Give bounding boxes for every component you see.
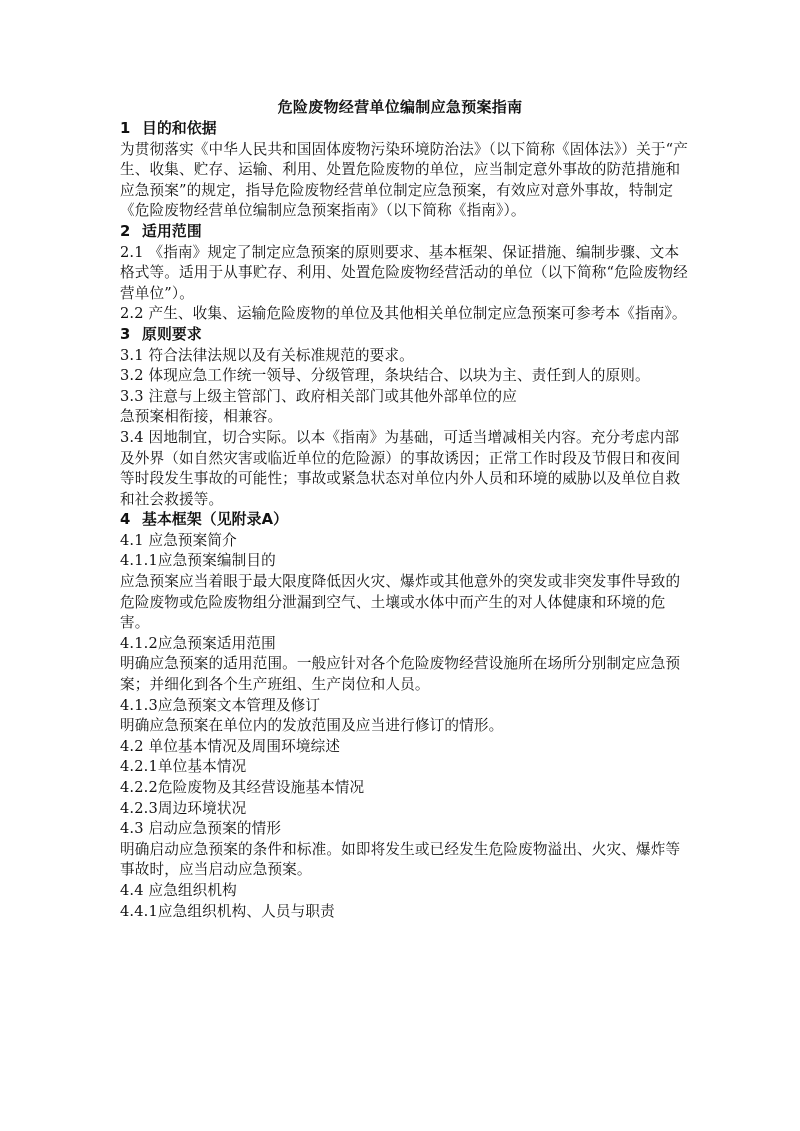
section-heading — [120, 510, 692, 531]
paragraph: 4.2.2危险废物及其经营设施基本情况 — [120, 779, 365, 796]
section-number: 2 — [120, 222, 131, 240]
paragraph: 4.4 应急组织机构 — [120, 881, 237, 899]
paragraph: 4.2 单位基本情况及周围环境综述 — [120, 737, 341, 755]
section-heading — [120, 119, 692, 140]
section-heading-text: 基本框架（见附录A） — [142, 511, 289, 529]
section-heading-text: 原则要求 — [142, 325, 202, 343]
paragraph: 3.2 体现应急工作统一领导、分级管理，条块结合、以块为主、责任到人的原则。 — [120, 367, 650, 385]
section-heading — [120, 325, 692, 346]
paragraph: 2.1 《指南》规定了制定应急预案的原则要求、基本框架、保证措施、编制步骤、文本格式等。适用于从事贮存、利用、处置危险废物经营活动的单位（以下简称“危险废物经营单位”）。 — [120, 243, 688, 302]
paragraph: 急预案相衔接，相兼容。 — [120, 408, 283, 426]
paragraph: 4.1 应急预案简介 — [120, 531, 237, 549]
document-title: 危险废物经营单位编制应急预案指南 — [277, 98, 523, 116]
section-number: 3 — [120, 325, 131, 343]
paragraph: 4.2.1单位基本情况 — [120, 758, 247, 776]
section-heading — [120, 222, 692, 243]
paragraph: 为贯彻落实《中华人民共和国固体废物污染环境防治法》（以下简称《固体法》）关于“产生、收集、贮存、运输、利用、处置危险废物的单位，应当制定意外事故的防范措施和应急预案”的规定，指导危险废物经营单位制定应急预案，有效应对意外事故，特制定《危险废物经营单位编制应急预案指南》（以下简称《指南》）。 — [120, 140, 689, 220]
paragraph: 3.4 因地制宜，切合实际。以本《指南》为基础，可适当增减相关内容。充分考虑内部及外界（如自然灾害或临近单位的危险源）的事故诱因；正常工作时段及节假日和夜间等时段发生事故的可能性；事故或紧急状态对单位内外人员和环境的威胁以及单位自救和社会救援等。 — [120, 428, 681, 508]
section-heading-text: 适用范围 — [142, 222, 202, 240]
paragraph: 明确应急预案的适用范围。一般应针对各个危险废物经营设施所在场所分别制定应急预案；并细化到各个生产班组、生产岗位和人员。 — [120, 655, 681, 694]
paragraph: 3.3 注意与上级主管部门、政府相关部门或其他外部单位的应 — [120, 387, 518, 405]
paragraph: 4.4.1应急组织机构、人员与职责 — [120, 902, 335, 920]
section-heading-text: 目的和依据 — [142, 120, 217, 137]
paragraph: 4.1.1应急预案编制目的 — [120, 552, 276, 570]
paragraph: 明确启动应急预案的条件和标准。如即将发生或已经发生危险废物溢出、火灾、爆炸等事故时，应当启动应急预案。 — [120, 840, 681, 879]
paragraph: 4.2.3周边环境状况 — [120, 799, 247, 817]
paragraph: 3.1 符合法律法规以及有关标准规范的要求。 — [120, 346, 414, 364]
paragraph: 4.1.2应急预案适用范围 — [120, 634, 276, 652]
paragraph: 明确应急预案在单位内的发放范围及应当进行修订的情形。 — [120, 717, 504, 735]
section-number: 4 — [120, 511, 131, 529]
paragraph: 应急预案应当着眼于最大限度降低因火灾、爆炸或其他意外的突发或非突发事件导致的危险废物或危险废物组分泄漏到空气、土壤或水体中而产生的对人体健康和环境的危害。 — [120, 573, 681, 632]
section-number: 1 — [120, 120, 131, 137]
paragraph: 4.1.3应急预案文本管理及修订 — [120, 696, 321, 714]
paragraph: 2.2 产生、收集、运输危险废物的单位及其他相关单位制定应急预案可参考本《指南》。 — [120, 305, 687, 323]
paragraph: 4.3 启动应急预案的情形 — [120, 820, 282, 838]
document-body — [120, 119, 692, 922]
